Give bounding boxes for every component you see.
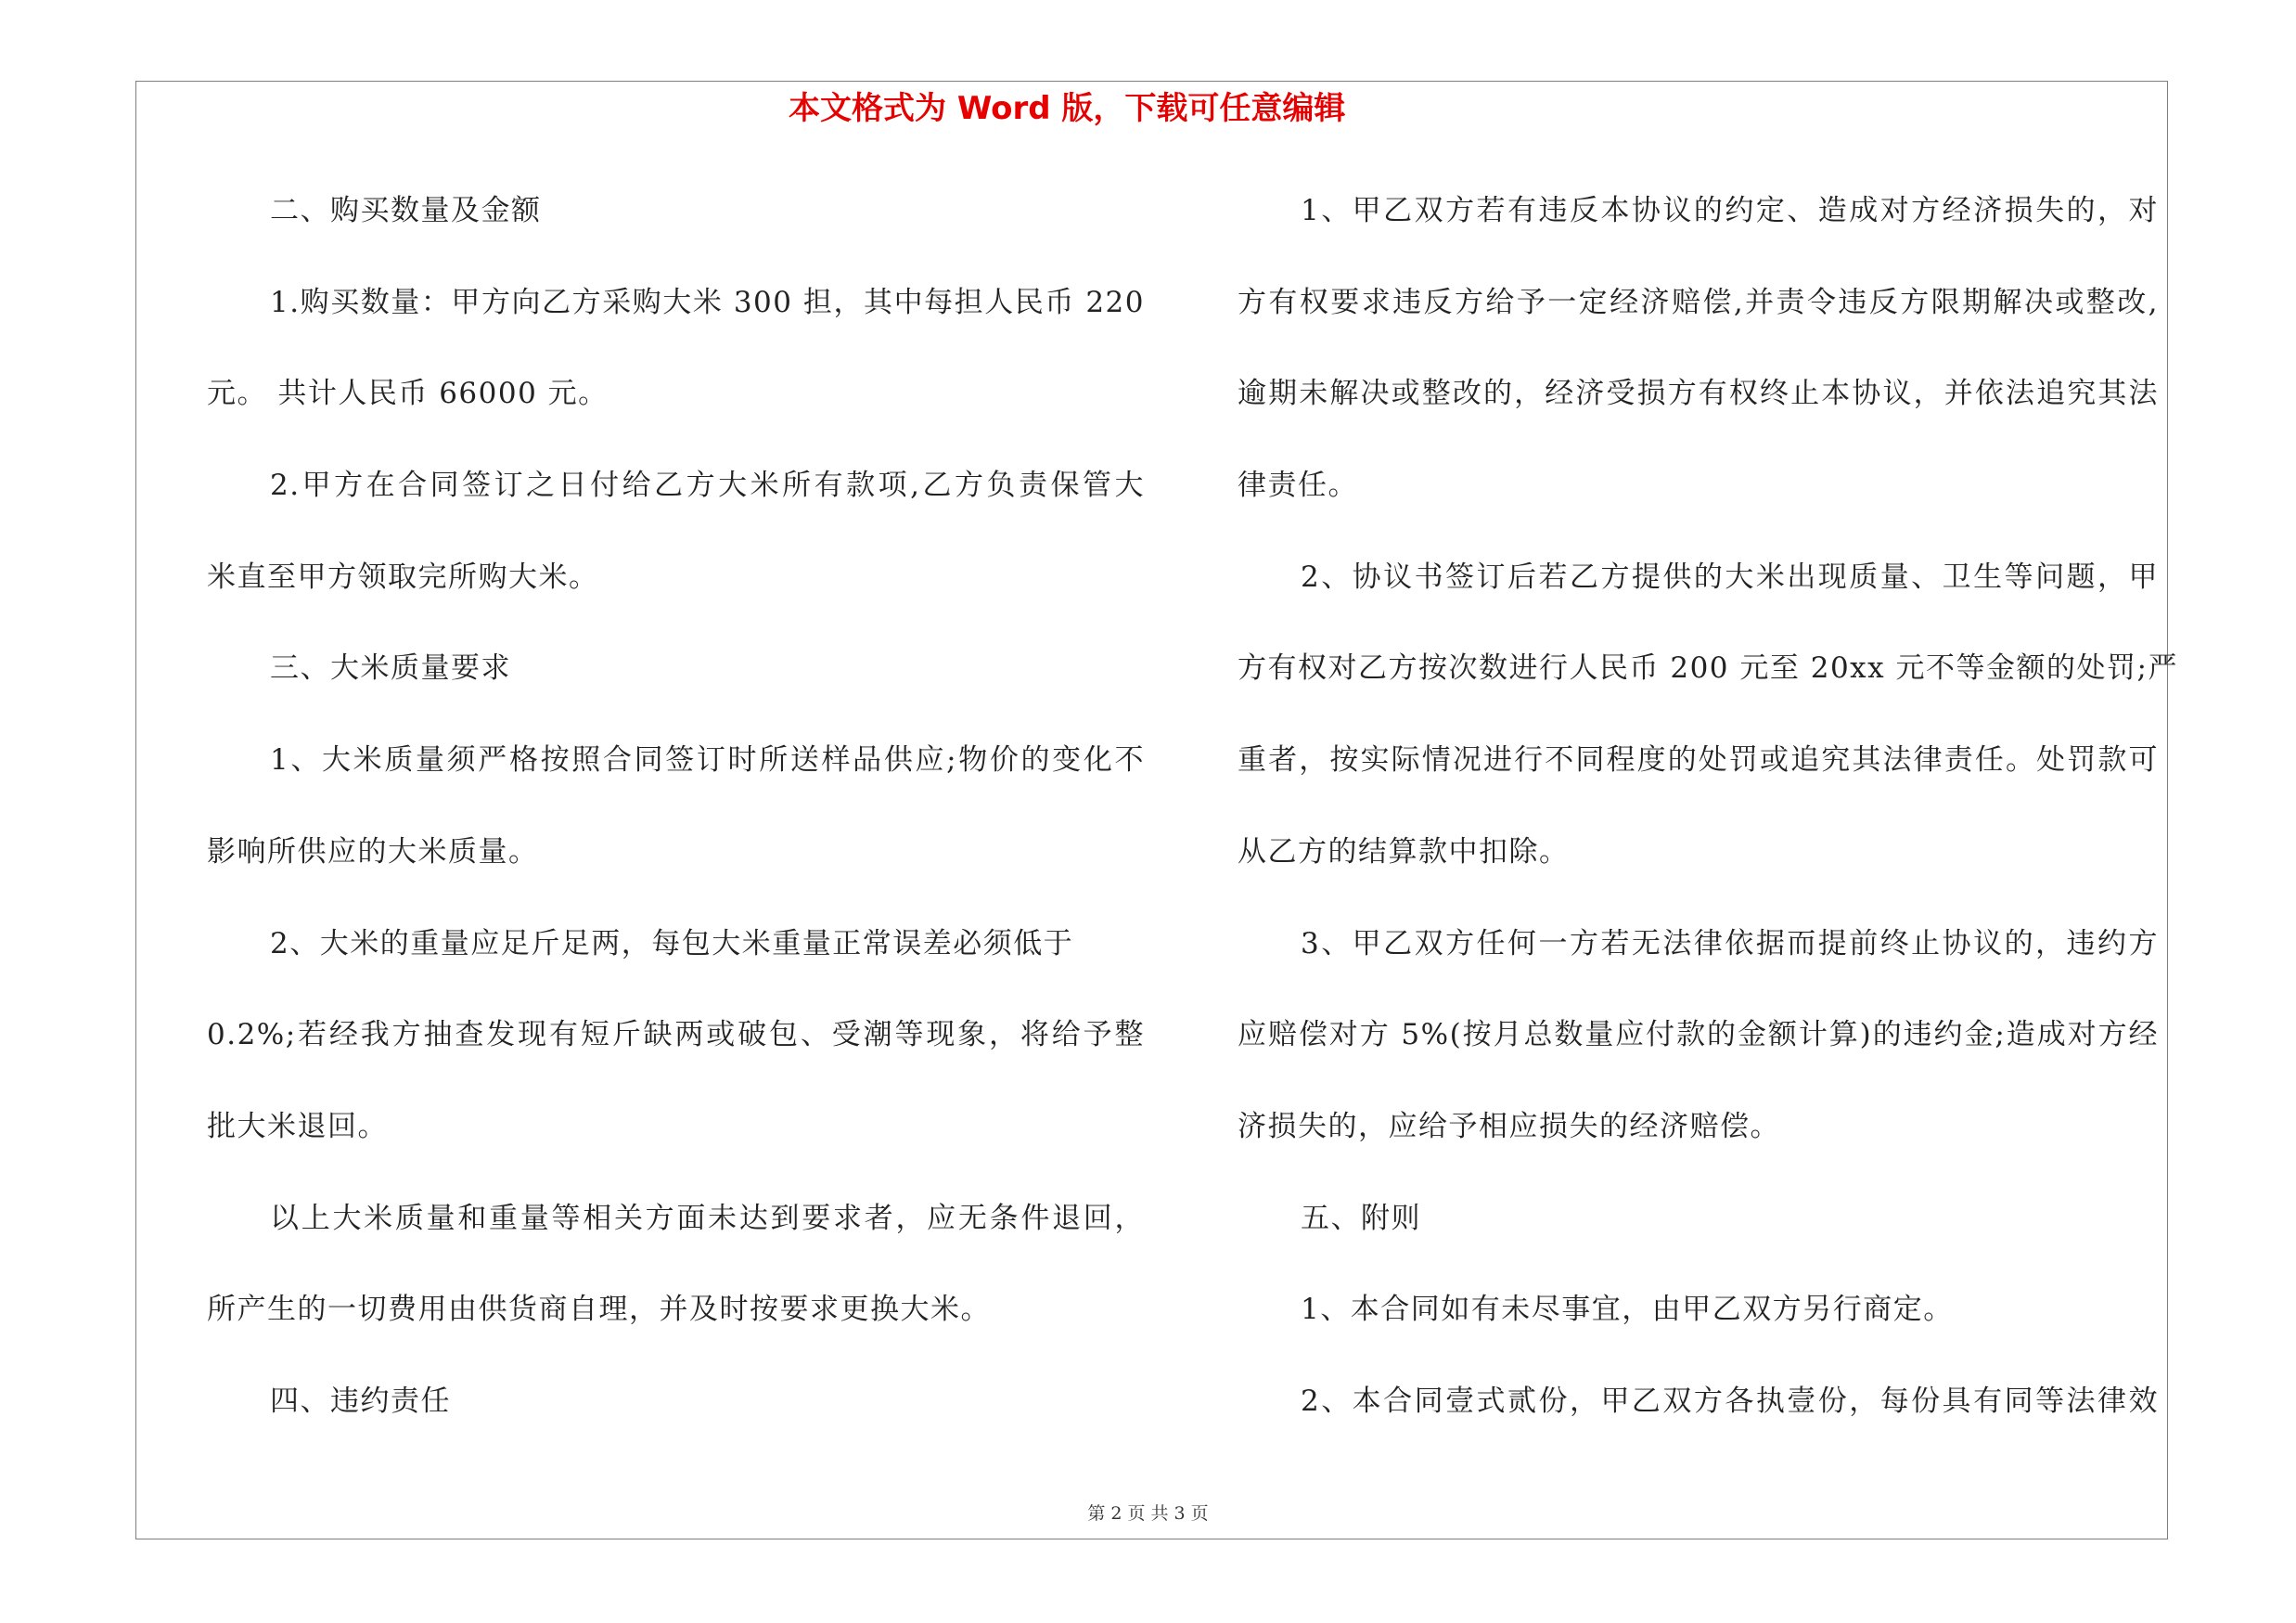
page-number-footer: 第 2 页 共 3 页 [1087,1503,1209,1524]
paragraph-line: 所产生的一切费用由供货商自理，并及时按要求更换大米。 [207,1293,991,1327]
paragraph-line: 方有权要求违反方给予一定经济赔偿,并责令违反方限期解决或整改, [1238,285,2159,319]
paragraph-line: 济损失的，应给予相应损失的经济赔偿。 [1238,1109,1780,1143]
paragraph-line: 元。 共计人民币 66000 元。 [207,377,609,411]
paragraph-line: 2、大米的重量应足斤足两，每包大米重量正常误差必须低于 [270,926,1074,960]
paragraph-line: 方有权对乙方按次数进行人民币 200 元至 20xx 元不等金额的处罚;严 [1238,651,2178,686]
section-heading: 三、大米质量要求 [270,651,511,686]
paragraph-line: 逾期未解决或整改的，经济受损方有权终止本协议，并依法追究其法 [1238,377,2159,411]
paragraph-line: 1.购买数量：甲方向乙方采购大米 300 担，其中每担人民币 220 [270,285,1145,319]
section-heading: 五、附则 [1301,1201,1421,1235]
left-column [207,165,1145,1448]
paragraph-line: 律责任。 [1238,469,1358,503]
paragraph-line: 以上大米质量和重量等相关方面未达到要求者，应无条件退回， [270,1201,1145,1235]
paragraph-line: 从乙方的结算款中扣除。 [1238,834,1570,869]
paragraph-line: 批大米退回。 [207,1109,388,1143]
paragraph-line: 2.甲方在合同签订之日付给乙方大米所有款项,乙方负责保管大 [270,469,1145,503]
paragraph-line: 2、本合同壹式贰份，甲乙双方各执壹份，每份具有同等法律效 [1301,1384,2159,1418]
section-heading: 二、购买数量及金额 [270,194,542,227]
paragraph-line: 1、甲乙双方若有违反本协议的约定、造成对方经济损失的，对 [1301,194,2159,227]
paragraph-line: 应赔偿对方 5%(按月总数量应付款的金额计算)的违约金;造成对方经 [1238,1018,2159,1052]
paragraph-line: 影响所供应的大米质量。 [207,834,539,869]
format-banner: 本文格式为 Word 版，下载可任意编辑 [789,90,1346,127]
paragraph-line: 3、甲乙双方任何一方若无法律依据而提前终止协议的，违约方 [1301,926,2159,960]
paragraph-line: 1、大米质量须严格按照合同签订时所送样品供应;物价的变化不 [270,743,1145,778]
paragraph-line: 重者，按实际情况进行不同程度的处罚或追究其法律责任。处罚款可 [1238,743,2159,778]
paragraph-line: 2、协议书签订后若乙方提供的大米出现质量、卫生等问题，甲 [1301,560,2159,594]
section-heading: 四、违约责任 [270,1384,451,1418]
paragraph-line: 0.2%;若经我方抽查发现有短斤缺两或破包、受潮等现象，将给予整 [207,1018,1145,1052]
paragraph-line: 米直至甲方领取完所购大米。 [207,560,599,594]
right-column [1238,165,2178,1448]
paragraph-line: 1、本合同如有未尽事宜，由甲乙双方另行商定。 [1301,1293,1954,1327]
